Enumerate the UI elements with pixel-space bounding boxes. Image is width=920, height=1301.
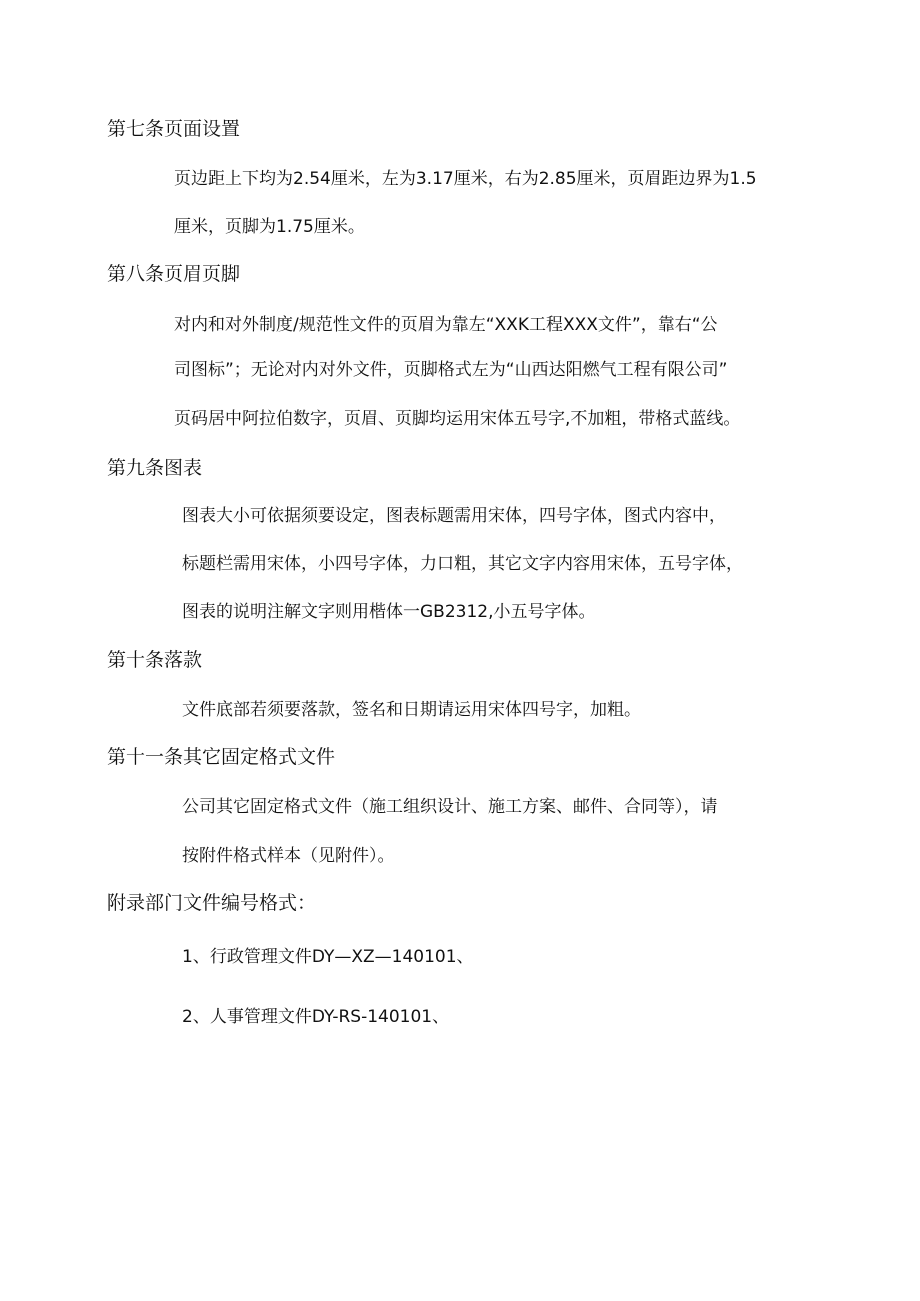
paragraph-line: 公司其它固定格式文件（施工组织设计、施工方案、邮件、合同等），请 [182, 797, 718, 817]
paragraph-line: 图表的说明注解文字则用楷体一GB2312,小五号字体。 [182, 602, 596, 622]
appendix-heading: 附录部门文件编号格式： [107, 892, 317, 914]
section-heading-11: 第十一条其它固定格式文件 [107, 746, 336, 768]
paragraph-line: 页码居中阿拉伯数字，页眉、页脚均运用宋体五号字,不加粗，带格式蓝线。 [174, 409, 741, 429]
paragraph-line: 按附件格式样本（见附件）。 [182, 846, 395, 866]
paragraph-line: 页边距上下均为2.54厘米，左为3.17厘米，右为2.85厘米，页眉距边界为1.5 [174, 169, 757, 189]
section-heading-7: 第七条页面设置 [107, 118, 241, 140]
paragraph-line: 图表大小可依据须要设定，图表标题需用宋体，四号字体，图式内容中， [182, 506, 726, 526]
paragraph-line: 司图标”；无论对内对外文件，页脚格式左为“山西达阳燃气工程有限公司” [174, 360, 728, 380]
numbering-format-item: 2、人事管理文件DY-RS-140101、 [182, 1007, 450, 1027]
paragraph-line: 对内和对外制度/规范性文件的页眉为靠左“XXK工程XXX文件”，靠右“公 [174, 315, 718, 335]
paragraph-line: 厘米，页脚为1.75厘米。 [174, 217, 365, 237]
numbering-format-item: 1、行政管理文件DY—XZ—140101、 [182, 947, 474, 967]
section-heading-8: 第八条页眉页脚 [107, 263, 241, 285]
paragraph-line: 文件底部若须要落款，签名和日期请运用宋体四号字，加粗。 [182, 700, 641, 720]
paragraph-line: 标题栏需用宋体，小四号字体，力口粗，其它文字内容用宋体，五号字体， [182, 554, 743, 574]
section-heading-9: 第九条图表 [107, 457, 203, 479]
section-heading-10: 第十条落款 [107, 649, 203, 671]
